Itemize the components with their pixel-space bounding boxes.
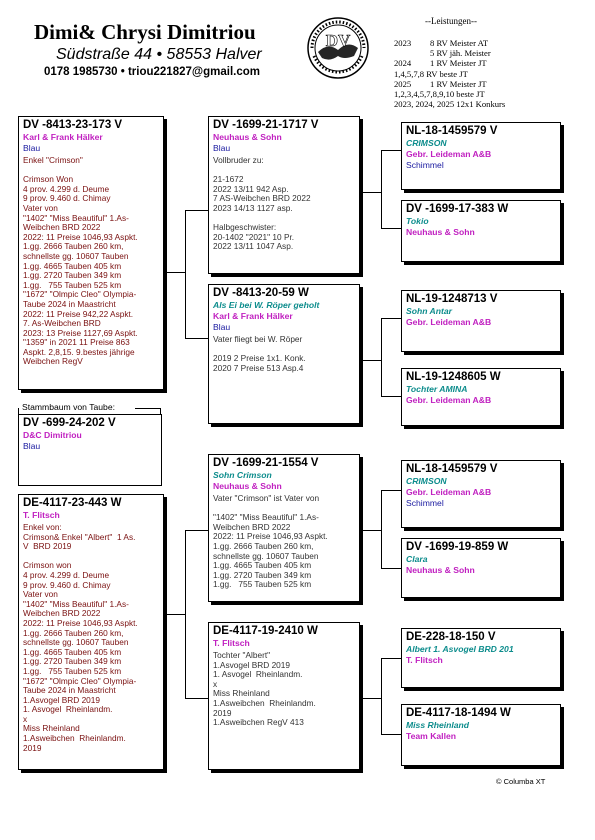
ring-number: DV -1699-17-383 W — [406, 203, 509, 215]
performance-notes: Vollbruder zu: 21-1672 2022 13/11 942 Asp. 7 AS-Weibchen BRD 2022 2023 14/13 1127 asp. Halbgeschwister: 20-1402 "2021" 10 Pr. 2022 13/11 1047 Asp. — [213, 155, 311, 252]
pedigree-card-fff[interactable] — [401, 122, 561, 190]
pigeon-nickname: Miss Rheinland — [406, 720, 470, 730]
pigeon-nickname: Sohn Crimson — [213, 470, 272, 480]
plumage-color: Schimmel — [406, 160, 444, 170]
breeder: D&C Dimitriou — [23, 430, 82, 440]
plumage-color: Blau — [23, 143, 41, 153]
leistungen-year: 2025 — [394, 78, 412, 89]
pedigree-card-mother[interactable] — [18, 494, 164, 770]
pedigree-card-maternal-grandfather[interactable] — [208, 454, 360, 602]
club-logo-seal — [306, 16, 370, 80]
pedigree-card-maternal-grandmother[interactable] — [208, 622, 360, 770]
leistungen-row — [394, 69, 505, 79]
breeder-name: Dimi& Chrysi Dimitriou — [34, 20, 256, 44]
breeder: Team Kallen — [406, 731, 456, 741]
ring-number: DV -8413-23-173 V — [23, 119, 123, 131]
plumage-color: Schimmel — [406, 498, 444, 508]
breeder: Gebr. Leideman A&B — [406, 395, 492, 405]
performance-notes: Vater fliegt bei W. Röper 2019 2 Preise 1x1. Konk. 2020 7 Preise 513 Asp.4 — [213, 334, 306, 373]
connector-line — [185, 210, 186, 338]
connector-line — [361, 360, 381, 361]
connector-line — [381, 734, 401, 735]
connector-line — [185, 210, 208, 211]
breeder-address: Südstraße 44 • 58553 Halver — [56, 46, 262, 63]
pedigree-card-subject[interactable] — [18, 414, 162, 486]
connector-line — [381, 150, 401, 151]
breeder: Karl & Frank Hälker — [213, 311, 293, 321]
ring-number: DV -8413-20-59 W — [213, 287, 309, 299]
pigeon-nickname: Clara — [406, 554, 428, 564]
connector-line — [185, 530, 208, 531]
breeder: Karl & Frank Hälker — [23, 132, 103, 142]
pigeon-nickname: Sohn Antar — [406, 306, 452, 316]
connector-line — [381, 490, 382, 568]
ring-number: DV -1699-19-859 W — [406, 541, 509, 553]
leistungen-text: 1 RV Meister JT — [430, 58, 487, 69]
ring-number: DE-228-18-150 V — [406, 631, 496, 643]
pigeon-nickname: Tokio — [406, 216, 429, 226]
pedigree-card-mmf[interactable] — [401, 628, 561, 688]
pigeon-nickname: CRIMSON — [406, 138, 447, 148]
connector-line — [381, 568, 401, 569]
leistungen-year: 2024 — [394, 58, 412, 69]
breeder: Neuhaus & Sohn — [213, 481, 282, 491]
leistungen-row — [394, 99, 505, 109]
connector-line — [381, 658, 382, 734]
performance-notes: Enkel "Crimson" Crimson Won 4 prov. 4.299 d. Deume 9 prov. 9.460 d. Chimay Vater von "1402" "Miss Beautiful" 1.As- Weibchen BRD 2022 2022: 11 Preise 1046,93 Aspkt. 1.gg. 2666 Tauben 260 km, schnellste gg. 10607 Tauben 1.gg. 4665 Tauben 405 km 1.gg. 2720 Tauben 349 km 1.gg. 755 Tauben 525 km "1672" "Olmpic Cleo" Olympia- Taube 2024 in Maastricht 2022: 11 Preise 942,22 Aspkt. 7. As-Weibchen BRD 2023: 13 Preise 1127,69 Aspkt. "1359" in 2021 11 Preise 863 Aspkt. 2,8,15. 9.bestes jährige Weibchen RegV — [23, 155, 138, 367]
connector-line — [381, 150, 382, 228]
ring-number: DE-4117-23-443 W — [23, 497, 122, 509]
connector-line — [381, 318, 401, 319]
connector-line — [381, 658, 401, 659]
leistungen-row — [394, 79, 505, 89]
leistungen-row — [394, 89, 505, 99]
breeder: Neuhaus & Sohn — [406, 565, 475, 575]
connector-line — [381, 318, 382, 396]
leistungen-year: 2023 — [394, 38, 412, 48]
connector-line — [185, 338, 208, 339]
pedigree-card-paternal-grandfather[interactable] — [208, 116, 360, 274]
leistungen-row — [394, 58, 505, 68]
breeder: T. Flitsch — [406, 655, 443, 665]
breeder: Gebr. Leideman A&B — [406, 149, 492, 159]
leistungen-title: --Leistungen-- — [425, 16, 477, 26]
svg-text:DV: DV — [325, 31, 351, 50]
plumage-color: Blau — [213, 322, 231, 332]
leistungen-text: 1,4,5,7,8 RV beste JT — [394, 68, 468, 79]
leistungen-text: 5 RV jäh. Meister — [430, 48, 491, 59]
breeder: T. Flitsch — [23, 510, 60, 520]
pedigree-card-fmf[interactable] — [401, 290, 561, 352]
leistungen-text: 8 RV Meister AT — [430, 38, 489, 48]
breeder-contact: 0178 1985730 • triou221827@gmail.com — [44, 66, 260, 78]
connector-line — [381, 228, 401, 229]
stammbaum-label: Stammbaum von Taube: — [22, 402, 115, 412]
ring-number: DV -1699-21-1717 V — [213, 119, 319, 131]
pedigree-card-ffm[interactable] — [401, 200, 561, 262]
connector-line — [381, 396, 401, 397]
plumage-color: Blau — [23, 441, 41, 451]
ring-number: DV -699-24-202 V — [23, 417, 116, 429]
pigeon-nickname: Albert 1. Asvogel BRD 201 — [406, 644, 514, 654]
breeder: Neuhaus & Sohn — [213, 132, 282, 142]
breeder: Gebr. Leideman A&B — [406, 487, 492, 497]
connector-line — [135, 408, 161, 409]
ring-number: NL-18-1459579 V — [406, 463, 498, 475]
pigeon-nickname: Tochter AMINA — [406, 384, 468, 394]
breeder: Neuhaus & Sohn — [406, 227, 475, 237]
connector-line — [361, 698, 381, 699]
pedigree-card-mff[interactable] — [401, 460, 561, 528]
leistungen-text: 1,2,3,4,5,7,8,9,10 beste JT — [394, 89, 485, 100]
pigeon-nickname: CRIMSON — [406, 476, 447, 486]
pedigree-card-mmm[interactable] — [401, 704, 561, 766]
performance-notes: Tochter "Albert" 1.Asvogel BRD 2019 1. Asvogel Rheinlandm. x Miss Rheinland 1.Asweibchen Rheinlandm. 2019 1.Asweibchen RegV 413 — [213, 650, 316, 728]
ring-number: DE-4117-19-2410 W — [213, 625, 318, 637]
breeder: Gebr. Leideman A&B — [406, 317, 492, 327]
connector-line — [165, 614, 185, 615]
ring-number: NL-19-1248605 W — [406, 371, 501, 383]
leistungen-row — [394, 38, 505, 48]
plumage-color: Blau — [213, 143, 231, 153]
pedigree-card-father[interactable] — [18, 116, 164, 390]
ring-number: NL-18-1459579 V — [406, 125, 498, 137]
pedigree-card-mfm[interactable] — [401, 538, 561, 598]
connector-line — [185, 530, 186, 698]
pigeon-nickname: Als Ei bei W. Röper geholt — [213, 300, 320, 310]
leistungen-row — [394, 48, 505, 58]
performance-notes: Enkel von: Crimson& Enkel "Albert" 1 As. V BRD 2019 Crimson won 4 prov. 4.299 d. Deume 9 prov. 9.460 d. Chimay Vater von "1402" "Miss Beautiful" 1.As- Weibchen BRD 2022 2022: 11 Preise 1046,93 Aspkt. 1.gg. 2666 Tauben 260 km, schnellste gg. 10607 Tauben 1.gg. 4665 Tauben 405 km 1.gg. 2720 Tauben 349 km 1.gg. 755 Tauben 525 km "1672" "Olmpic Cleo" Olympia- Taube 2024 in Maastricht 1.Asvogel BRD 2019 1. Asvogel Rheinlandm. x Miss Rheinland 1.Asweibchen Rheinlandm. 2019 — [23, 522, 138, 753]
leistungen-text: 2023, 2024, 2025 12x1 Konkurs — [394, 99, 506, 110]
leistungen-text: 1 RV Meister JT — [430, 78, 487, 89]
pedigree-card-paternal-grandmother[interactable] — [208, 284, 360, 424]
pedigree-card-fmm[interactable] — [401, 368, 561, 426]
connector-line — [361, 192, 381, 193]
breeder: T. Flitsch — [213, 638, 250, 648]
connector-line — [165, 272, 185, 273]
connector-line — [185, 698, 208, 699]
copyright-footer: © Columba XT — [496, 777, 546, 786]
connector-line — [381, 490, 401, 491]
ring-number: DE-4117-18-1494 W — [406, 707, 511, 719]
ring-number: DV -1699-21-1554 V — [213, 457, 319, 469]
connector-line — [361, 530, 381, 531]
leistungen-list — [394, 38, 505, 109]
ring-number: NL-19-1248713 V — [406, 293, 498, 305]
performance-notes: Vater "Crimson" ist Vater von "1402" "Miss Beautiful" 1.As- Weibchen BRD 2022 2022: 11 Preise 1046,93 Aspkt. 1.gg. 2666 Tauben 260 km, schnellste gg. 10607 Tauben 1.gg. 4665 Tauben 405 km 1.gg. 2720 Tauben 349 km 1.gg. 755 Tauben 525 km — [213, 493, 328, 590]
